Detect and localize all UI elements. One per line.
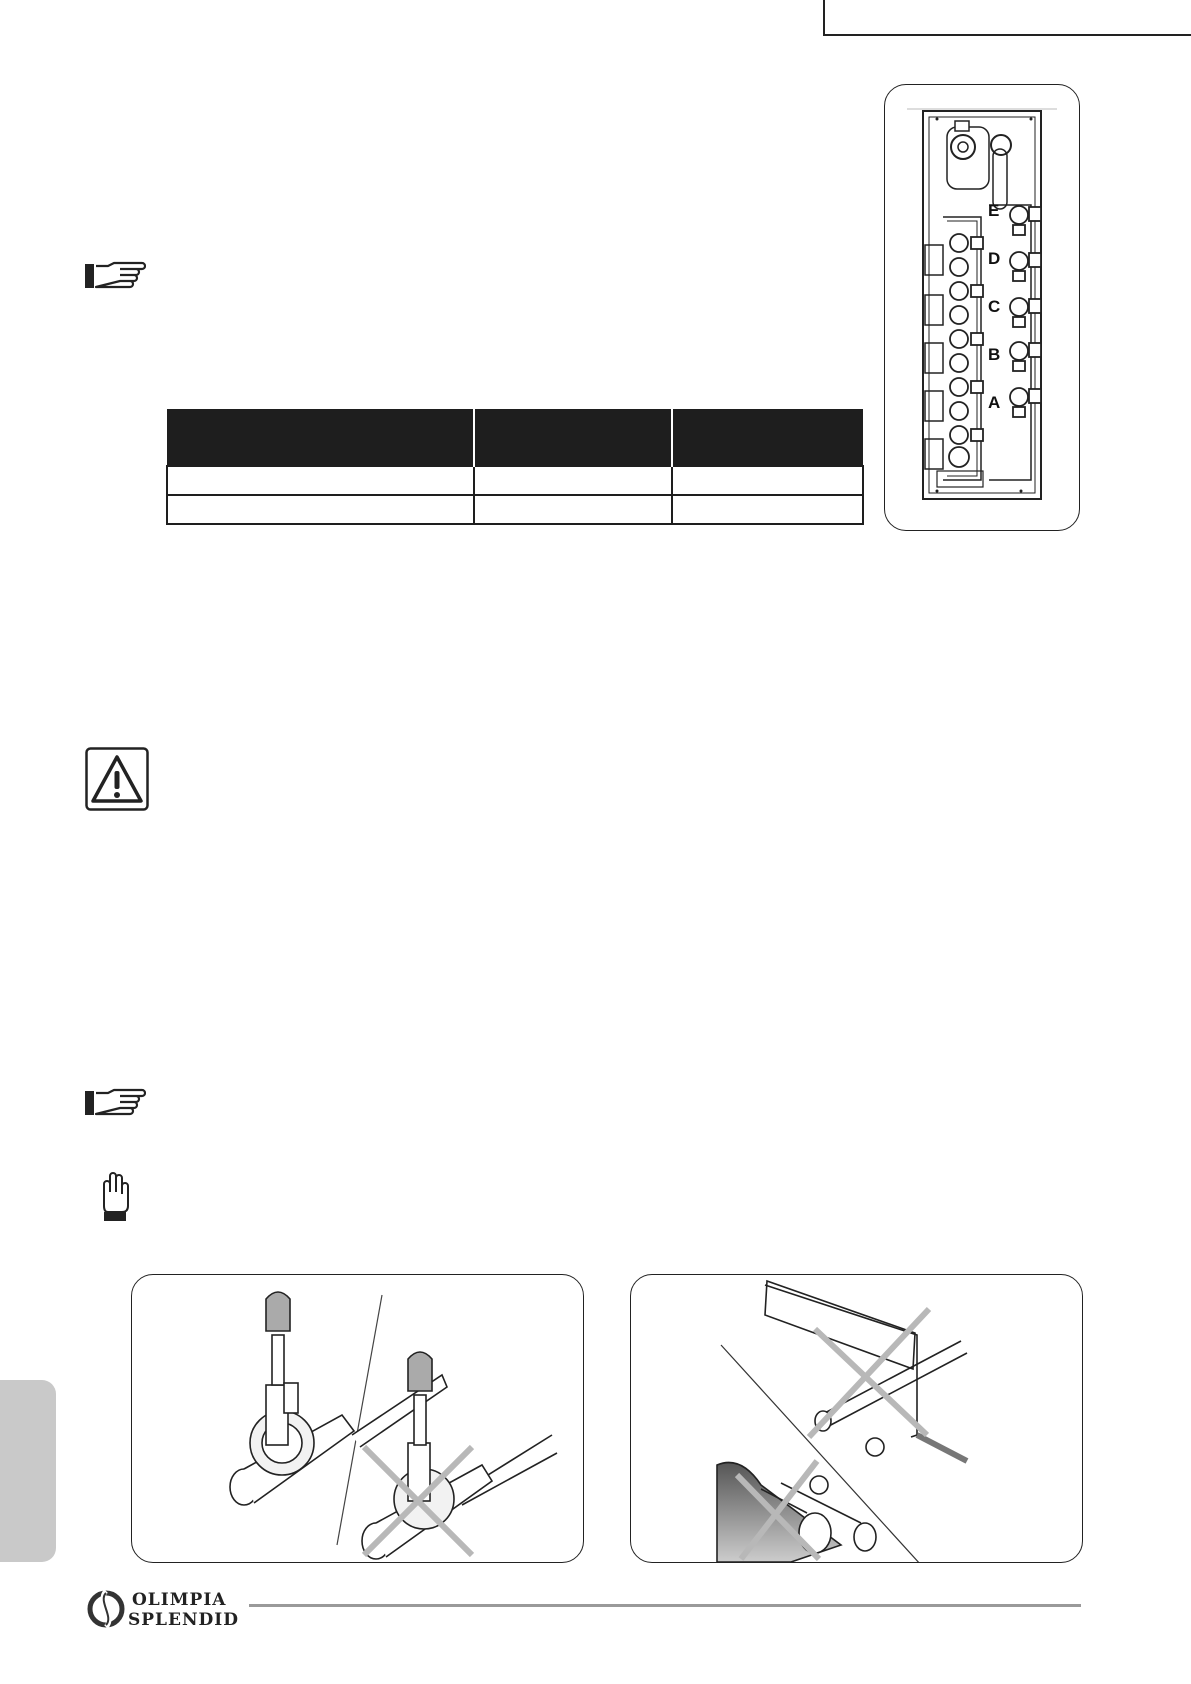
crop-mark xyxy=(825,34,1191,36)
table-header-cell xyxy=(672,409,863,466)
hacksaw-illustration xyxy=(630,1274,1083,1563)
pipe-cutter-illustration xyxy=(131,1274,584,1563)
table-cell xyxy=(474,495,672,524)
logo-line2: SPLENDID xyxy=(128,1610,239,1630)
table-row xyxy=(167,495,863,524)
table-cell xyxy=(474,466,672,495)
table-cell xyxy=(167,495,474,524)
manifold-label-b: B xyxy=(988,345,1001,364)
table-header-cell xyxy=(474,409,672,466)
manifold-label-e: E xyxy=(988,201,1000,220)
warning-triangle-icon xyxy=(85,747,149,811)
logo-line1: OLIMPIA xyxy=(132,1590,227,1610)
manifold-diagram xyxy=(885,85,1079,530)
manifold-label-d: D xyxy=(988,249,1001,268)
footer-rule xyxy=(249,1604,1081,1607)
section-tab xyxy=(0,1380,56,1562)
table-cell xyxy=(672,466,863,495)
manifold-diagram-panel xyxy=(884,84,1080,531)
table-header-cell xyxy=(167,409,474,466)
table-cell xyxy=(167,466,474,495)
table-row xyxy=(167,466,863,495)
pointing-hand-icon xyxy=(84,261,146,291)
spec-table xyxy=(166,409,864,525)
glove-icon xyxy=(98,1170,130,1222)
table-header-row xyxy=(167,409,863,466)
manifold-label-a: A xyxy=(988,393,1001,412)
pointing-hand-icon xyxy=(84,1088,146,1118)
olimpia-splendid-logo-icon xyxy=(86,1589,126,1629)
table-cell xyxy=(672,495,863,524)
manifold-label-c: C xyxy=(988,297,1001,316)
crop-mark xyxy=(823,0,825,36)
